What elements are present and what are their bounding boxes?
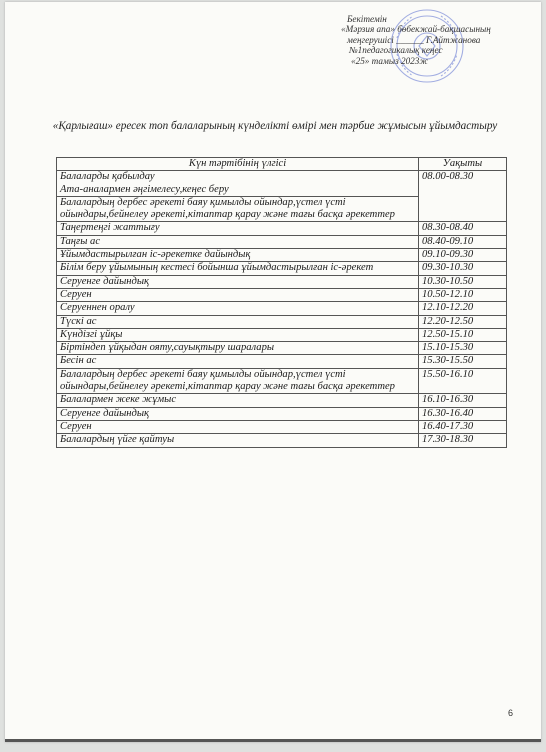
- table-row: [57, 434, 507, 447]
- approval-line: меңгерушісі ______ Г.Айтжанова: [347, 34, 481, 45]
- table-row: [57, 420, 507, 433]
- approval-line: «25» тамыз 2023ж: [351, 55, 428, 66]
- page-number: 6: [507, 708, 513, 718]
- time-cell: 12.50-15.10: [419, 328, 507, 341]
- time-cell: 08.30-08.40: [419, 222, 507, 235]
- activity-cell: Біртіндеп ұйқыдан ояту,сауықтыру шаралары: [57, 342, 419, 355]
- time-cell: 15.10-15.30: [419, 342, 507, 355]
- table-row: [57, 315, 507, 328]
- activity-cell: Серуенге дайындық: [57, 407, 419, 420]
- table-row: [57, 288, 507, 301]
- activity-cell: Таңертеңгі жаттығу: [57, 222, 419, 235]
- document-page: [5, 2, 541, 742]
- time-cell: 10.50-12.10: [419, 288, 507, 301]
- time-cell: 16.10-16.30: [419, 394, 507, 407]
- activity-cell: Балалардың дербес әрекеті баяу қимылды ойындар,үстел үсті ойындары,бейнелеу әрекеті,кітаптар қарау және тағы басқа әрекеттер: [57, 196, 419, 222]
- approval-block: [333, 14, 533, 66]
- table-row: [57, 275, 507, 288]
- activity-cell: Балалармен жеке жұмыс: [57, 394, 419, 407]
- document-title: «Қарлығаш» ересек топ балаларының күнделікті өмірі мен тәрбие жұмысын ұйымдастыру: [52, 120, 498, 132]
- activity-cell: Таңғы ас: [57, 235, 419, 248]
- activity-cell: Балаларды қабылдау Ата-аналармен әңгімелесу,кеңес беру: [57, 171, 419, 197]
- activity-cell: Серуен: [57, 420, 419, 433]
- table-row: [57, 222, 507, 235]
- time-cell: 09.30-10.30: [419, 262, 507, 275]
- time-cell: 15.30-15.50: [419, 355, 507, 368]
- time-cell: 08.00-08.30: [419, 171, 507, 222]
- table-row: [57, 171, 507, 197]
- time-cell: 09.10-09.30: [419, 249, 507, 262]
- time-cell: 08.40-09.10: [419, 235, 507, 248]
- table-row: [57, 407, 507, 420]
- approval-line: «Мәрзия апа» бөбекжай-бақшасының: [341, 24, 491, 35]
- activity-cell: Ұйымдастырылған іс-әрекетке дайындық: [57, 249, 419, 262]
- time-cell: 17.30-18.30: [419, 434, 507, 447]
- time-cell: 12.10-12.20: [419, 302, 507, 315]
- table-row: [57, 368, 507, 394]
- table-row: [57, 249, 507, 262]
- table-row: [57, 355, 507, 368]
- column-header-activity: Күн тәртібінің үлгісі: [57, 158, 419, 171]
- activity-cell: Күндізгі ұйқы: [57, 328, 419, 341]
- approval-line: Бекітемін: [347, 14, 387, 24]
- time-cell: 12.20-12.50: [419, 315, 507, 328]
- table-header-row: [57, 158, 507, 171]
- table-row: [57, 342, 507, 355]
- time-cell: 15.50-16.10: [419, 368, 507, 394]
- scan-edge: [5, 739, 541, 742]
- table-row: [57, 394, 507, 407]
- activity-cell: Түскі ас: [57, 315, 419, 328]
- table-row: [57, 235, 507, 248]
- table-row: [57, 302, 507, 315]
- activity-cell: Бесін ас: [57, 355, 419, 368]
- activity-cell: Балалардың дербес әрекеті баяу қимылды ойындар,үстел үсті ойындары,бейнелеу әрекеті,кітаптар қарау және тағы басқа әрекеттер: [57, 368, 419, 394]
- activity-cell: Серуенге дайындық: [57, 275, 419, 288]
- approval-line: №1педагогикалық кеңес: [349, 45, 443, 56]
- activity-cell: Білім беру ұйымының кестесі бойынша ұйымдастырылған іс-әрекет: [57, 262, 419, 275]
- time-cell: 16.40-17.30: [419, 420, 507, 433]
- time-cell: 10.30-10.50: [419, 275, 507, 288]
- schedule-table: [56, 157, 507, 448]
- table-row: [57, 328, 507, 341]
- activity-cell: Серуеннен оралу: [57, 302, 419, 315]
- schedule-body: [57, 171, 507, 447]
- column-header-time: Уақыты: [419, 158, 507, 171]
- activity-cell: Балалардың үйге қайтуы: [57, 434, 419, 447]
- table-row: [57, 262, 507, 275]
- activity-cell: Серуен: [57, 288, 419, 301]
- time-cell: 16.30-16.40: [419, 407, 507, 420]
